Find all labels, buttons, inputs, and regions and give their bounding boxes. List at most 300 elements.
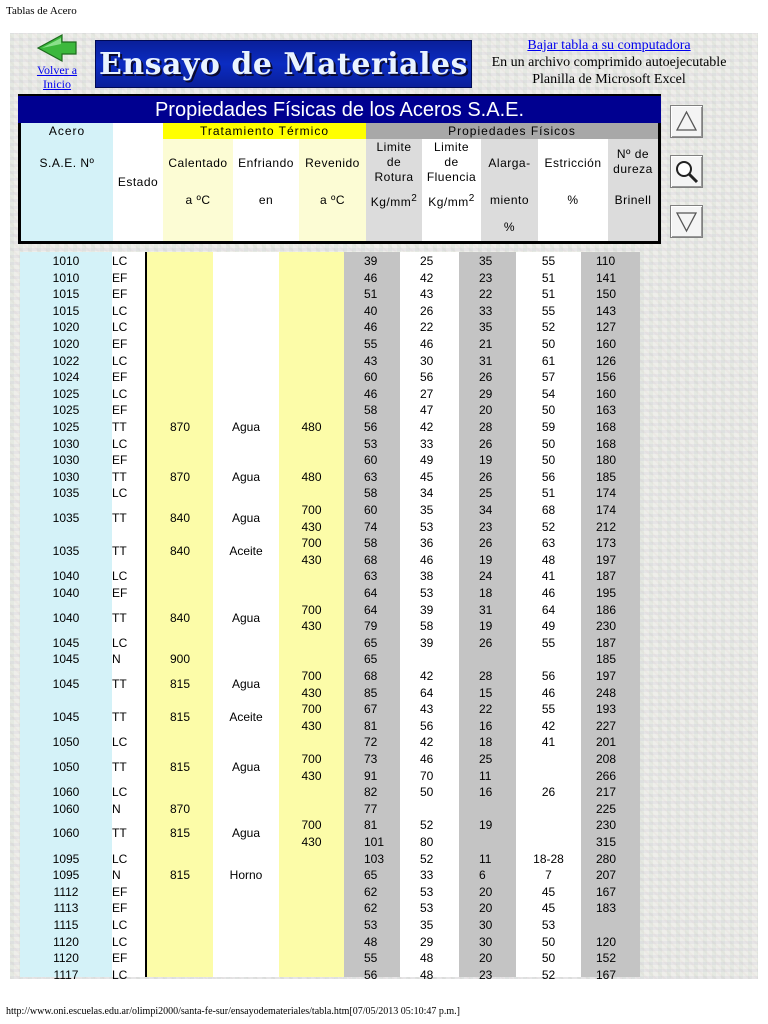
- cell-dur: 168: [596, 420, 617, 434]
- cell-cal: 815: [169, 677, 191, 691]
- cell-dur: 120: [596, 934, 617, 949]
- cell-alr: 19: [479, 453, 493, 468]
- cell-cal: [147, 585, 213, 602]
- table-row: [18, 851, 640, 868]
- scroll-up-button[interactable]: [670, 105, 703, 138]
- cell-flu: 38: [420, 569, 434, 584]
- cell-est: 52: [541, 320, 556, 335]
- table-row: [18, 253, 640, 270]
- cell-rot: 55: [364, 337, 378, 351]
- cell-est: [516, 651, 581, 668]
- cell-alr: 22: [479, 287, 493, 302]
- cell-rev: 700 430: [301, 752, 322, 783]
- cell-alr: 24: [479, 569, 493, 584]
- table-row: [18, 602, 640, 635]
- cell-estado: LC: [112, 320, 128, 335]
- cell-rot: 62: [364, 901, 378, 916]
- cell-rev: [279, 884, 344, 901]
- cell-rot: 64: [364, 586, 378, 600]
- cell-rot: 60 74: [364, 503, 378, 534]
- cell-estado: TT: [112, 826, 127, 841]
- cell-dur: 160: [596, 386, 617, 401]
- cell-est: [516, 751, 581, 784]
- cell-dur: 230 315: [596, 818, 617, 849]
- cell-sae: 1120: [53, 951, 79, 966]
- cell-alr: 31: [479, 353, 493, 368]
- cell-alr: 34 23: [479, 503, 493, 534]
- cell-estado: TT: [112, 469, 127, 484]
- table-row: [18, 784, 640, 801]
- cell-est: 59: [541, 420, 556, 434]
- cell-cal: 815: [169, 710, 191, 725]
- cell-dur: 280: [596, 851, 617, 866]
- cell-dur: 173 197: [596, 536, 617, 567]
- cell-rot: 63: [364, 469, 378, 484]
- cell-sae: 1020: [52, 320, 80, 335]
- cell-alr: 25: [479, 486, 493, 501]
- cell-est: 45: [541, 884, 556, 899]
- table-row: [18, 286, 640, 303]
- cell-rot: 46: [364, 320, 378, 335]
- cell-rot: 51: [364, 287, 378, 302]
- cell-estado: LC: [112, 486, 128, 501]
- cell-flu: 48: [420, 967, 434, 982]
- cell-sae: 1040: [52, 569, 80, 584]
- back-arrow-icon[interactable]: [36, 33, 78, 63]
- table-title: Propiedades Físicas de los Aceros S.A.E.: [18, 94, 661, 123]
- cell-estado: LC: [112, 967, 128, 982]
- cell-cal: [147, 884, 213, 901]
- cell-flu: [420, 651, 459, 668]
- back-link-line2[interactable]: Inicio: [43, 77, 71, 91]
- cell-flu: 42: [420, 420, 434, 434]
- cell-flu: 25: [420, 254, 434, 268]
- cell-estado: EF: [112, 901, 128, 916]
- cell-alr: 30: [479, 918, 493, 932]
- cell-flu: 30: [420, 353, 434, 368]
- cell-rot: 53: [364, 918, 378, 932]
- col-header-fluencia-unit: $Kg/mm^2$: [428, 193, 475, 209]
- footer-url: http://www.oni.escuelas.edu.ar/olimpi2000/santa-fe-sur/ensayodemateriales/tabla.htm[07/05/2013 05:10:47 p.m.]: [6, 1006, 460, 1017]
- cell-rot: 73 91: [364, 752, 378, 783]
- col-header-estado: Estado: [117, 175, 159, 189]
- cell-dur: 156: [596, 370, 617, 385]
- cell-flu: 27: [420, 386, 434, 401]
- cell-cal: [147, 635, 213, 652]
- cell-flu: 26: [420, 303, 434, 318]
- cell-dur: 183: [596, 901, 617, 916]
- cell-dur: 207: [596, 868, 617, 883]
- cell-dur: 152: [596, 951, 617, 966]
- cell-cal: 840: [169, 544, 191, 559]
- cell-rot: 43: [364, 353, 378, 368]
- cell-dur: 174 212: [596, 503, 617, 534]
- cell-sae: 1020: [52, 337, 80, 351]
- col-header-alargamiento-unit: %: [503, 220, 516, 234]
- table-row: [18, 336, 640, 353]
- cell-sae: 1045: [52, 710, 80, 725]
- cell-sae: 1045: [52, 677, 80, 691]
- cell-rev: [279, 402, 344, 419]
- table-row: [18, 867, 640, 884]
- cell-cal: [147, 253, 213, 270]
- cell-dur: 180: [596, 453, 617, 468]
- cell-enf: [213, 950, 279, 967]
- cell-sae: 1010: [52, 270, 80, 285]
- table-row: [18, 817, 640, 850]
- cell-estado: EF: [112, 453, 128, 468]
- cell-rot: 82: [364, 785, 378, 800]
- cell-enf: [213, 734, 279, 751]
- cell-cal: 815: [169, 760, 191, 774]
- table-row: [18, 369, 640, 386]
- cell-dur: 163: [596, 403, 617, 418]
- cell-cal: 840: [169, 511, 191, 525]
- cell-sae: 1040: [52, 586, 80, 600]
- cell-sae: 1035: [52, 544, 80, 559]
- cell-cal: [147, 386, 213, 403]
- cell-cal: [147, 568, 213, 585]
- scroll-down-button[interactable]: [670, 205, 703, 238]
- cell-alr: 26: [479, 469, 493, 484]
- cell-cal: 815: [169, 868, 191, 883]
- cell-sae: 1022: [52, 353, 80, 368]
- cell-alr: 28 15: [479, 669, 493, 700]
- cell-flu: 22: [420, 320, 434, 335]
- cell-est: 68 52: [541, 503, 556, 534]
- cell-rev: 700 430: [301, 503, 322, 534]
- cell-dur: 167: [596, 884, 617, 899]
- cell-rev: [279, 934, 344, 951]
- cell-rev: [279, 270, 344, 287]
- cell-enf: Agua: [231, 760, 261, 774]
- cell-estado: EF: [112, 287, 128, 302]
- cell-alr: 33: [479, 303, 493, 318]
- cell-sae: 1050: [52, 760, 80, 774]
- cell-flu: 52: [420, 851, 434, 866]
- cell-alr: 25 11: [479, 752, 493, 783]
- cell-enf: [213, 436, 279, 453]
- table-row: [18, 270, 640, 287]
- cell-rev: 480: [301, 420, 322, 434]
- table-row: [18, 402, 640, 419]
- cell-flu: 42: [420, 270, 434, 285]
- cell-dur: 197 248: [596, 669, 617, 700]
- cell-flu: 49: [420, 453, 434, 468]
- cell-sae: 1115: [53, 918, 79, 932]
- cell-estado: EF: [112, 403, 128, 418]
- cell-dur: 208 266: [596, 752, 617, 783]
- cell-dur: 174: [596, 486, 617, 501]
- cell-rot: 65: [364, 868, 378, 883]
- cell-enf: [213, 485, 279, 502]
- search-button[interactable]: [670, 155, 703, 188]
- cell-rev: [279, 917, 344, 934]
- cell-cal: [147, 784, 213, 801]
- cell-estado: TT: [112, 710, 127, 725]
- cell-rev: [279, 950, 344, 967]
- cell-estado: TT: [112, 544, 127, 559]
- cell-est: 50: [541, 934, 556, 949]
- cell-flu: 53: [420, 586, 434, 600]
- cell-rot: 65: [364, 652, 378, 667]
- cell-estado: N: [112, 652, 121, 667]
- cell-est: 61: [541, 353, 556, 368]
- cell-flu: 56: [420, 370, 434, 385]
- col-header-calentado: Calentado: [168, 156, 228, 170]
- cell-rot: 67 81: [364, 702, 378, 733]
- col-header-sae: S.A.E. Nº: [39, 156, 95, 170]
- triangle-up-icon: [671, 106, 702, 137]
- cell-estado: TT: [112, 420, 127, 434]
- cell-enf: [213, 585, 279, 602]
- cell-alr: 20: [479, 884, 493, 899]
- cell-alr: 19: [479, 818, 493, 833]
- cell-rot: 56: [364, 967, 378, 982]
- table-row: [18, 353, 640, 370]
- cell-est: 52: [541, 967, 556, 982]
- cell-flu: 33: [420, 868, 434, 883]
- cell-alr: 23: [479, 270, 493, 285]
- cell-estado: LC: [112, 303, 128, 318]
- cell-rot: 46: [364, 386, 378, 401]
- col-header-fluencia: Limite de Fluencia: [426, 140, 477, 184]
- cell-rev: [279, 585, 344, 602]
- cell-alr: 26: [479, 436, 493, 451]
- cell-rev: [279, 851, 344, 868]
- col-header-alargamiento-2: miento: [489, 193, 530, 207]
- table-row: [18, 485, 640, 502]
- cell-est: 41: [541, 569, 556, 584]
- cell-alr: 35: [479, 320, 493, 335]
- cell-rev: [279, 452, 344, 469]
- cell-rev: 700 430: [301, 669, 322, 700]
- cell-dur: 143: [596, 303, 617, 318]
- cell-est: 50: [541, 403, 556, 418]
- document-title: Tablas de Acero: [6, 5, 77, 17]
- cell-rot: 40: [364, 303, 378, 318]
- cell-est: 45: [541, 901, 556, 916]
- cell-est: 50: [541, 453, 556, 468]
- cell-rev: [279, 967, 344, 984]
- back-link-line1[interactable]: Volver a: [36, 63, 78, 77]
- col-header-rotura: Limite de Rotura: [374, 140, 414, 184]
- table-row: [18, 884, 640, 901]
- cell-dur: 127: [596, 320, 617, 335]
- cell-sae: 1112: [53, 884, 79, 899]
- table-row: [18, 917, 640, 934]
- table-row: [18, 502, 640, 535]
- cell-estado: EF: [112, 586, 128, 600]
- table-row: [18, 934, 640, 951]
- cell-sae: 1045: [52, 652, 80, 667]
- cell-enf: [213, 336, 279, 353]
- cell-rot: 48: [364, 934, 378, 949]
- cell-sae: 1117: [53, 967, 79, 982]
- cell-enf: [213, 452, 279, 469]
- cell-sae: 1113: [53, 901, 79, 916]
- cell-est: 64 49: [541, 602, 556, 634]
- cell-sae: 1015: [52, 303, 80, 318]
- cell-cal: [147, 436, 213, 453]
- cell-enf: [213, 319, 279, 336]
- header-calentado-bg: [163, 123, 233, 241]
- cell-dur: 186 230: [596, 602, 617, 634]
- cell-flu: 50: [420, 785, 434, 800]
- cell-dur: 187: [596, 635, 617, 650]
- cell-alr: 23: [479, 967, 493, 982]
- cell-rev: [279, 369, 344, 386]
- table-row: [18, 734, 640, 751]
- cell-dur: 225: [596, 801, 617, 816]
- cell-rot: 65: [364, 635, 378, 650]
- table-row: [18, 535, 640, 568]
- cell-cal: [147, 336, 213, 353]
- cell-rev: 700 430: [301, 536, 322, 567]
- group-tratamiento: Tratamiento Térmico: [163, 123, 366, 139]
- cell-rot: 55: [364, 951, 378, 966]
- cell-alr: 30: [479, 934, 493, 949]
- cell-estado: LC: [112, 851, 128, 866]
- cell-enf: Aceite: [229, 710, 263, 725]
- cell-dur: [596, 917, 640, 934]
- cell-cal: [147, 286, 213, 303]
- cell-alr: 26: [479, 635, 493, 650]
- cell-rev: [279, 353, 344, 370]
- cell-est: [516, 801, 581, 818]
- cell-rev: [279, 867, 344, 884]
- cell-est: 50: [541, 436, 556, 451]
- cell-enf: Agua: [231, 511, 261, 525]
- cell-cal: [147, 934, 213, 951]
- cell-flu: 34: [420, 486, 434, 501]
- cell-sae: 1025: [52, 420, 80, 434]
- cell-estado: TT: [112, 677, 127, 691]
- cell-cal: [147, 900, 213, 917]
- cell-est: 63 48: [541, 536, 556, 567]
- cell-cal: [147, 319, 213, 336]
- cell-est: 55: [541, 254, 556, 268]
- cell-enf: [213, 353, 279, 370]
- cell-dur: 201: [596, 735, 617, 750]
- cell-flu: 36 46: [420, 536, 434, 567]
- cell-rev: 700 430: [301, 702, 322, 733]
- cell-enf: [213, 303, 279, 320]
- col-header-revenido: Revenido: [305, 156, 360, 170]
- cell-enf: Agua: [231, 420, 261, 434]
- cell-est: 51: [541, 270, 556, 285]
- cell-est: 50: [541, 951, 556, 966]
- cell-rot: 53: [364, 436, 378, 451]
- cell-enf: [213, 851, 279, 868]
- table-body: [18, 252, 640, 982]
- cell-alr: [479, 651, 516, 668]
- table-row: [18, 668, 640, 701]
- cell-cal: 870: [169, 469, 191, 484]
- table-row: [18, 585, 640, 602]
- cell-rev: [279, 734, 344, 751]
- col-header-calentado-unit: a ºC: [185, 193, 211, 207]
- cell-est: 55: [541, 635, 556, 650]
- cell-sae: 1040: [52, 610, 80, 625]
- cell-cal: 840: [169, 610, 191, 625]
- cell-est: 46: [541, 586, 556, 600]
- table-row: [18, 386, 640, 403]
- cell-enf: Aceite: [229, 544, 263, 559]
- cell-cal: [147, 851, 213, 868]
- download-box: [474, 37, 744, 88]
- back-to-home-link[interactable]: [30, 33, 84, 91]
- cell-sae: 1050: [52, 735, 80, 750]
- cell-cal: [147, 734, 213, 751]
- cell-dur: 160: [596, 337, 617, 351]
- cell-sae: 1095: [52, 851, 80, 866]
- cell-estado: EF: [112, 370, 128, 385]
- cell-flu: 29: [420, 934, 434, 949]
- cell-est: 50: [541, 337, 556, 351]
- cell-rot: 72: [364, 735, 378, 750]
- cell-sae: 1015: [52, 287, 80, 302]
- cell-enf: Agua: [231, 677, 261, 691]
- cell-enf: [213, 369, 279, 386]
- cell-flu: 33: [420, 436, 434, 451]
- cell-flu: 48: [420, 951, 434, 966]
- cell-enf: [213, 884, 279, 901]
- cell-enf: [213, 386, 279, 403]
- cell-estado: N: [112, 868, 121, 883]
- cell-sae: 1060: [52, 826, 80, 841]
- cell-flu: 52 80: [420, 818, 434, 849]
- cell-rot: 58 68: [364, 536, 378, 567]
- cell-dur: 126: [596, 353, 617, 368]
- cell-cal: 870: [169, 420, 191, 434]
- table-row: [18, 701, 640, 734]
- cell-rev: [279, 253, 344, 270]
- cell-rev: [279, 801, 344, 818]
- cell-enf: [213, 635, 279, 652]
- cell-rev: [279, 336, 344, 353]
- col-header-estriccion: Estricción: [544, 156, 602, 170]
- table-row: [18, 900, 640, 917]
- cell-sae: 1035: [52, 511, 80, 525]
- cell-enf: [213, 784, 279, 801]
- cell-alr: 21: [479, 337, 493, 351]
- cell-estado: N: [112, 801, 121, 816]
- cell-estado: EF: [112, 337, 128, 351]
- cell-cal: [147, 917, 213, 934]
- triangle-down-icon: [671, 206, 702, 237]
- cell-enf: [213, 286, 279, 303]
- group-acero: Acero: [48, 124, 86, 138]
- cell-est: 55 42: [541, 702, 556, 733]
- cell-sae: 1030: [52, 453, 80, 468]
- cell-dur: 185: [596, 469, 617, 484]
- cell-enf: [213, 917, 279, 934]
- cell-alr: 29: [479, 386, 493, 401]
- header-estric-bg: [538, 123, 608, 241]
- cell-rev: [279, 303, 344, 320]
- header-sae-bg: [21, 123, 113, 241]
- col-header-dureza-unit: Brinell: [614, 193, 652, 207]
- cell-est: 54: [541, 386, 556, 401]
- cell-estado: EF: [112, 951, 128, 966]
- cell-alr: 18: [479, 586, 493, 600]
- cell-alr: 26 19: [479, 536, 493, 567]
- cell-enf: [213, 900, 279, 917]
- cell-cal: [147, 353, 213, 370]
- col-header-estriccion-unit: %: [567, 193, 579, 207]
- download-table-link[interactable]: Bajar tabla a su computadora: [527, 38, 691, 53]
